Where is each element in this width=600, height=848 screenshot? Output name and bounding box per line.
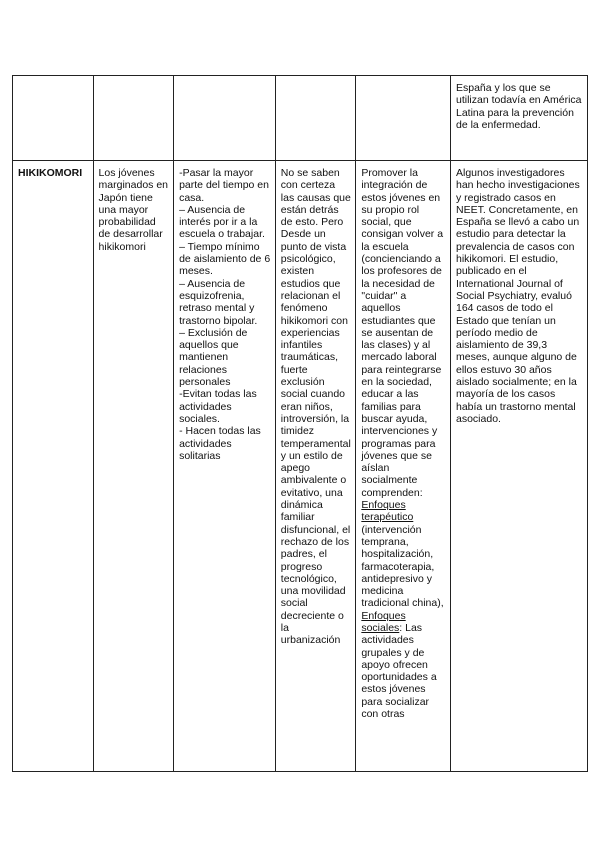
symptom-item: – Exclusión de aquellos que mantienen relaciones personales — [179, 326, 248, 389]
disorder-name: HIKIKOMORI — [18, 167, 83, 179]
prevention-continuation-text: España y los que se utilizan todavía en América Latina para la prevención de la enfermedad. — [456, 82, 582, 131]
social-approach-text: : Las actividades grupales y de apoyo ofrecen oportunidades a estos jóvenes para socializar con otras — [361, 621, 437, 721]
table-row — [13, 161, 588, 772]
table-cell — [93, 76, 174, 161]
symptom-item: – Ausencia de interés por ir a la escuela o trabajar. — [179, 203, 265, 241]
research-text: Algunos investigadores han hecho investigaciones y registrado casos en NEET. Concretamente, en España se llevó a cabo un estudio para detectar la prevalencia de casos con hikikomori. El estudio, publicado en el International Journal of Social Psychiatry, evaluó 164 casos de todo el Estado que tenían un período medio de aislamiento de 39,3 meses, aunque alguno de ellos estuvo 30 años aislado socialmente; en la mayoría de los casos había un trastorno mental asociado. — [456, 167, 580, 425]
table-cell — [451, 76, 588, 161]
social-approach-label: Enfoques sociales — [361, 609, 406, 634]
table-cell — [174, 76, 276, 161]
table-cell — [13, 161, 94, 772]
table-cell — [275, 161, 356, 772]
causes-text: No se saben con certeza las causas que están detrás de esto. Pero Desde un punto de vista psicológico, existen estudios que relacionan el fenómeno hikikomori con experiencias infantiles traumáticas, fuerte exclusión social cuando eran niños, introversión, la timidez temperamental y un estilo de apego ambivalente o evitativo, una dinámica familiar disfuncional, el rechazo de los padres, el progreso tecnológico, una movilidad social decreciente o la urbanización — [280, 167, 351, 647]
table-cell — [451, 161, 588, 772]
table-cell — [275, 76, 356, 161]
table-cell — [13, 76, 94, 161]
disorders-table — [12, 75, 588, 772]
table-cell — [174, 161, 276, 772]
table-cell — [93, 161, 174, 772]
prevention-intro: Promover la integración de estos jóvenes en su propio rol social, que consigan volver a la escuela (concienciando a los profesores de la necesidad de "cuidar" a aquellos estudiantes que se ausentan de las clases) y al mercado laboral para reintegrarse en la sociedad, educar a las familias para buscar ayuda, intervenciones y programas para jóvenes que se aíslan socialmente comprenden: — [361, 167, 444, 499]
symptom-item: -Pasar la mayor parte del tiempo en casa. — [179, 167, 269, 204]
symptom-item: -Evitan todas las actividades sociales. — [179, 388, 257, 425]
therapeutic-approach-label: Enfoques terapéutico — [361, 499, 414, 524]
table-cell — [356, 161, 451, 772]
definition-text: Los jóvenes marginados en Japón tiene una mayor probabilidad de desarrollar hikikomori — [98, 167, 169, 253]
symptom-item: - Hacen todas las actividades solitarias — [179, 425, 261, 462]
table-cell — [356, 76, 451, 161]
symptom-item: – Ausencia de esquizofrenia, retraso mental y trastorno bipolar. — [179, 277, 258, 327]
symptom-item: – Tiempo mínimo de aislamiento de 6 meses. — [179, 240, 271, 278]
therapeutic-approach-text: (intervención temprana, hospitalización, farmacoterapia, antidepresivo y medicina tradicional china), — [361, 523, 444, 610]
table-row — [13, 76, 588, 161]
